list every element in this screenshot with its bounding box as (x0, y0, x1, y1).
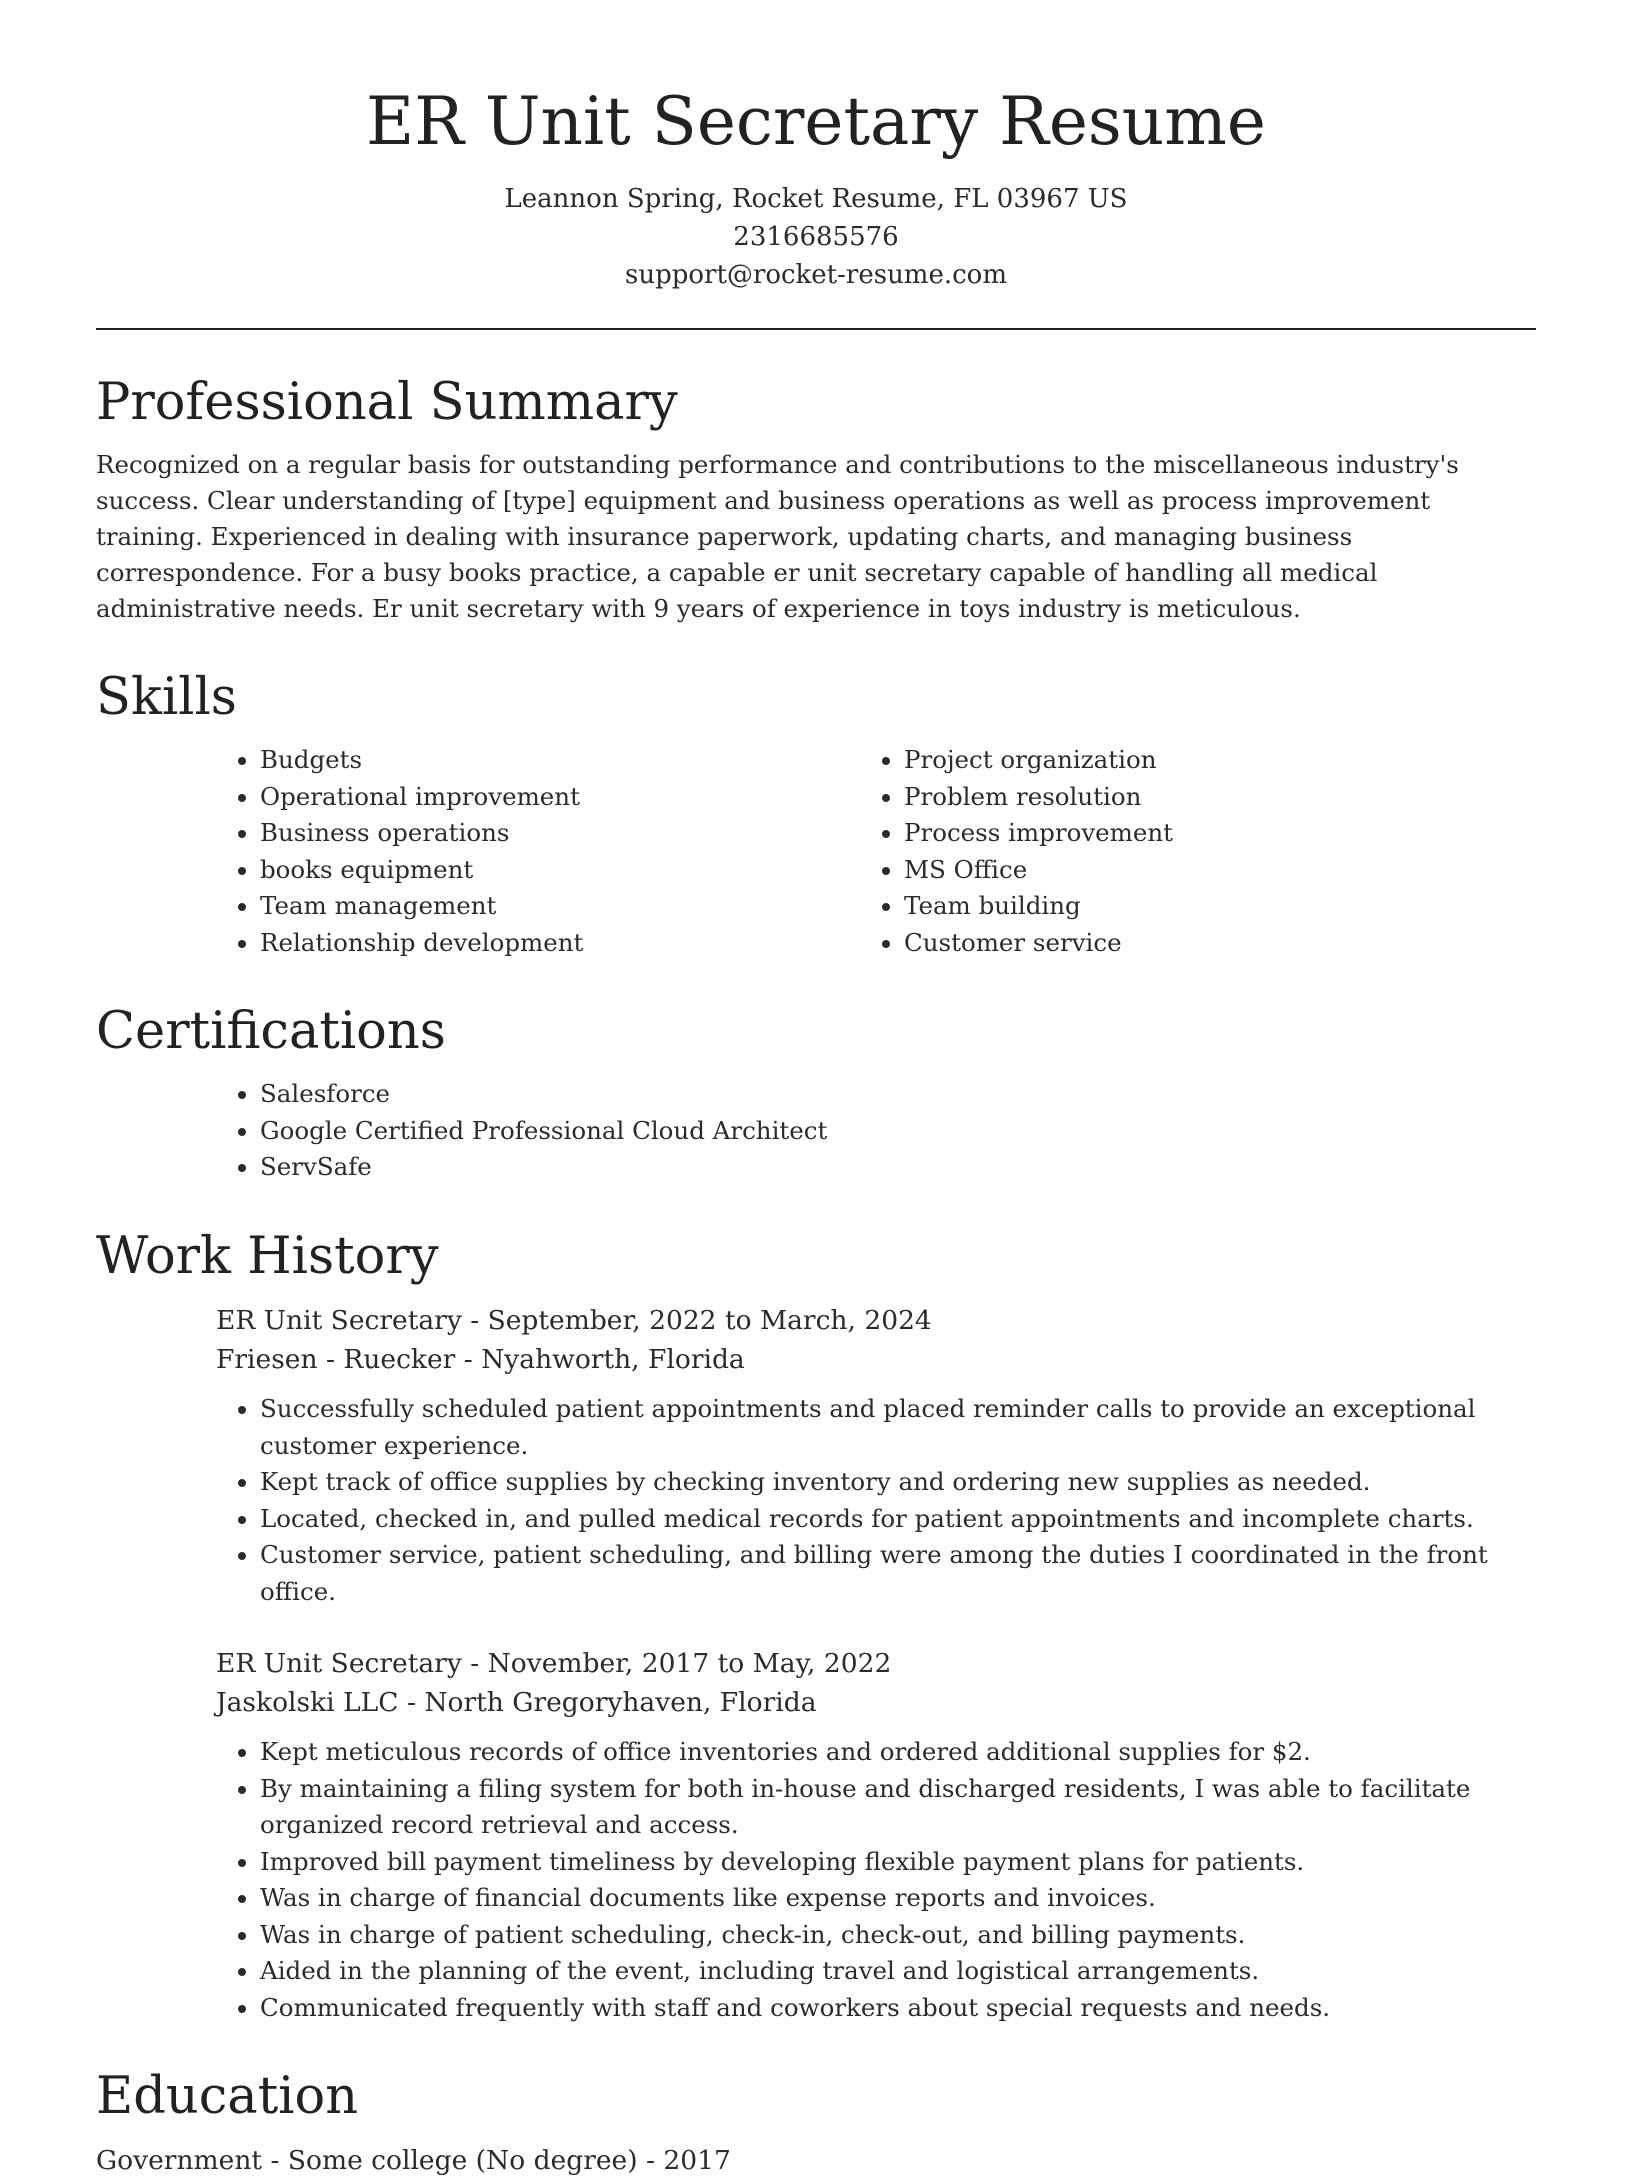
skills-column-1 (96, 742, 746, 961)
job-company-line: Jaskolski LLC - North Gregoryhaven, Florida (216, 1687, 817, 1719)
summary-heading: Professional Summary (96, 372, 678, 432)
skill-item: • Project organization (904, 742, 1390, 779)
certifications-section (96, 1001, 1536, 1186)
contact-email: support@rocket-resume.com (624, 259, 1007, 290)
header-divider (96, 328, 1536, 330)
skill-item: • Business operations (260, 815, 746, 852)
resume-page (96, 0, 1536, 2180)
job-bullet: • Kept meticulous records of office inventories and ordered additional supplies for $2. (260, 1734, 1536, 1771)
skills-heading: Skills (96, 668, 237, 728)
summary-text: Recognized on a regular basis for outstanding performance and contributions to the miscellaneous industry's success. Clear understanding of [type] equipment and business operations as well as process improvement training. Experienced in dealing with insurance paperwork, updating charts, and managing business correspondence. For a busy books practice, a capable er unit secretary capable of handling all medical administrative needs. Er unit secretary with 9 years of experience in toys industry is meticulous. (96, 450, 1459, 624)
skill-item: • MS Office (904, 852, 1390, 889)
resume-title: ER Unit Secretary Resume (366, 83, 1266, 160)
contact-address: Leannon Spring, Rocket Resume, FL 03967 US (504, 183, 1128, 214)
skill-item: • Team management (260, 888, 746, 925)
job-title-line: ER Unit Secretary - September, 2022 to March, 2024 (216, 1305, 932, 1337)
resume-header (96, 0, 1536, 294)
skill-item: • Process improvement (904, 815, 1390, 852)
certifications-list (96, 1076, 1536, 1186)
skill-item: • Operational improvement (260, 779, 746, 816)
job-bullet: • By maintaining a filing system for both in-house and discharged residents, I was able to facilitate organized record retrieval and access. (260, 1771, 1536, 1844)
work-history-heading: Work History (96, 1226, 439, 1286)
job-bullet: • Improved bill payment timeliness by developing flexible payment plans for patients. (260, 1844, 1536, 1881)
certification-item: • Google Certified Professional Cloud Architect (260, 1113, 1536, 1150)
job-bullets (96, 1734, 1536, 2026)
education-section (96, 2066, 1536, 2180)
job-bullet: • Aided in the planning of the event, including travel and logistical arrangements. (260, 1953, 1536, 1990)
skills-section (96, 667, 1536, 961)
job-bullet: • Kept track of office supplies by checking inventory and ordering new supplies as needed. (260, 1464, 1536, 1501)
contact-phone: 2316685576 (733, 221, 899, 252)
skills-column-2 (746, 742, 1390, 961)
job-bullet: • Was in charge of financial documents like expense reports and invoices. (260, 1880, 1536, 1917)
certifications-heading: Certifications (96, 1002, 446, 1062)
education-heading: Education (96, 2067, 359, 2127)
summary-section (96, 372, 1536, 627)
job-bullet: • Successfully scheduled patient appointments and placed reminder calls to provide an exceptional customer experience. (260, 1391, 1536, 1464)
job-entry (96, 1644, 1536, 2026)
job-entry (96, 1301, 1536, 1610)
work-history-section (96, 1226, 1536, 2026)
job-bullet: • Was in charge of patient scheduling, check-in, check-out, and billing payments. (260, 1917, 1536, 1954)
job-bullets (96, 1391, 1536, 1610)
skill-item: • Problem resolution (904, 779, 1390, 816)
skill-item: • Budgets (260, 742, 746, 779)
skill-item: • Customer service (904, 925, 1390, 962)
job-bullet: • Customer service, patient scheduling, and billing were among the duties I coordinated in the front office. (260, 1537, 1536, 1610)
job-title-line: ER Unit Secretary - November, 2017 to May, 2022 (216, 1648, 892, 1680)
contact-info (96, 180, 1536, 294)
skill-item: • books equipment (260, 852, 746, 889)
certification-item: • Salesforce (260, 1076, 1536, 1113)
job-company-line: Friesen - Ruecker - Nyahworth, Florida (216, 1344, 745, 1376)
skill-item: • Relationship development (260, 925, 746, 962)
skill-item: • Team building (904, 888, 1390, 925)
certification-item: • ServSafe (260, 1149, 1536, 1186)
job-bullet: • Located, checked in, and pulled medical records for patient appointments and incomplete charts. (260, 1501, 1536, 1538)
skills-columns (96, 742, 1536, 961)
job-bullet: • Communicated frequently with staff and coworkers about special requests and needs. (260, 1990, 1536, 2027)
education-entry: Government - Some college (No degree) - 2017 (96, 2145, 731, 2177)
